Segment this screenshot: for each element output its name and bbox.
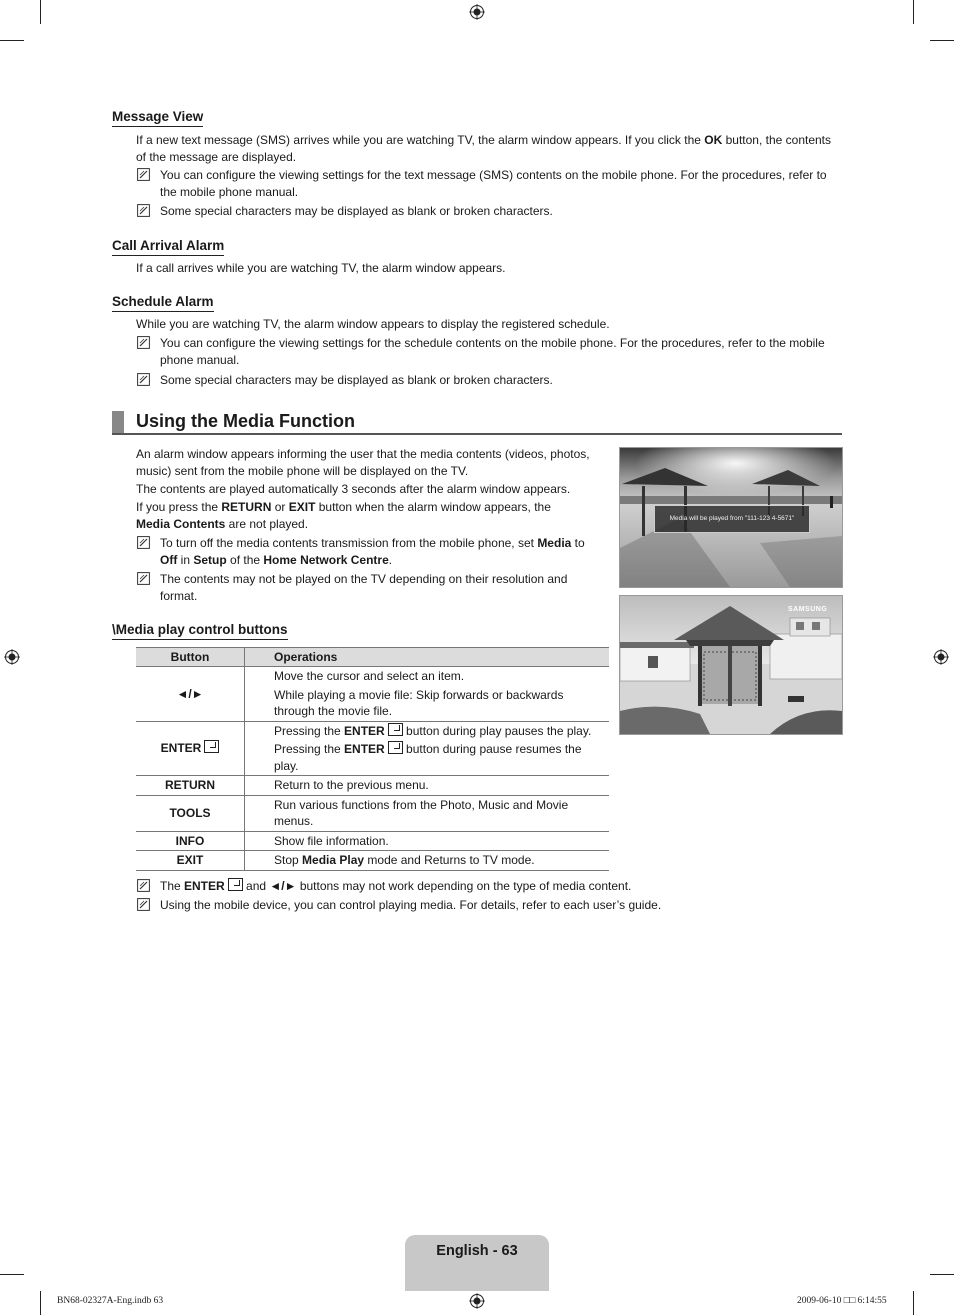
enter-icon [228, 878, 243, 891]
enter-icon [388, 741, 403, 754]
operation-text: Move the cursor and select an item. [274, 669, 465, 683]
enter-icon [204, 740, 219, 753]
operation-cell: Show file information. [245, 831, 610, 851]
crop-mark [913, 0, 914, 24]
crop-mark [40, 0, 41, 24]
button-cell: ENTER [136, 721, 245, 776]
gazebo-photo-image [620, 596, 842, 734]
operation-cell: Stop Media Play mode and Returns to TV mode. [245, 851, 610, 871]
button-cell: ◄/► [136, 667, 245, 722]
page-number: English - 63 [436, 1243, 518, 1259]
message-view-body: If a new text message (SMS) arrives while you are watching TV, the alarm window appears. If you click the OK button, the contents of the message are displayed. [136, 133, 832, 164]
column-header-operations: Operations [245, 648, 610, 667]
schedule-alarm-heading: Schedule Alarm [112, 294, 214, 312]
schedule-alarm-body: While you are watching TV, the alarm window appears to display the registered schedule. [136, 317, 610, 331]
print-slug-file: BN68-02327A-Eng.indb 63 [57, 1296, 164, 1306]
note-icon [137, 898, 150, 911]
table-row [136, 776, 609, 796]
media-function-p2: The contents are played automatically 3 seconds after the alarm window appears. [136, 482, 571, 496]
enter-icon [388, 723, 403, 736]
note-icon [137, 879, 150, 892]
registration-mark-icon [933, 649, 949, 665]
operation-text: While playing a movie file: Skip forwards or backwards through the movie file. [274, 687, 564, 718]
controls-heading: \Media play control buttons [112, 622, 288, 640]
note-text: Some special characters may be displayed as blank or broken characters. [160, 204, 553, 218]
table-row [136, 721, 609, 776]
note-icon [137, 204, 150, 217]
note-text: Some special characters may be displayed as blank or broken characters. [160, 373, 553, 387]
crop-mark [0, 1274, 24, 1275]
operation-cell [245, 667, 610, 722]
note-icon [137, 373, 150, 386]
operation-text: Pressing the ENTER button during pause resumes the play. [274, 742, 582, 773]
column-header-button: Button [136, 648, 245, 667]
call-arrival-heading: Call Arrival Alarm [112, 238, 224, 256]
beach-photo-with-alarm [619, 447, 843, 588]
button-cell: TOOLS [136, 795, 245, 831]
note-text: You can configure the viewing settings for the schedule contents on the mobile phone. For the procedures, refer to the mobile phone manual. [160, 336, 825, 367]
crop-mark [930, 1274, 954, 1275]
registration-mark-icon [469, 1293, 485, 1309]
section-marker [112, 411, 124, 433]
samsung-logo: SAMSUNG [788, 606, 828, 613]
crop-mark [0, 40, 24, 41]
note-icon [137, 572, 150, 585]
alarm-window-text: Media will be played from "111-123 4-5671" [669, 515, 795, 522]
table-row [136, 667, 609, 722]
crop-mark [930, 40, 954, 41]
table-header-row [136, 648, 609, 667]
media-function-p3: If you press the RETURN or EXIT button when the alarm window appears, the Media Contents are not played. [136, 500, 551, 531]
operation-cell: Return to the previous menu. [245, 776, 610, 796]
operation-text: Run various functions from the Photo, Music and Movie menus. [274, 797, 569, 828]
operation-text: Pressing the ENTER button during play pauses the play. [274, 723, 592, 738]
note-icon [137, 336, 150, 349]
crop-mark [913, 1291, 914, 1315]
button-cell: EXIT [136, 851, 245, 871]
note-text: Using the mobile device, you can control playing media. For details, refer to each user’s guide. [160, 898, 662, 912]
button-cell: RETURN [136, 776, 245, 796]
table-row [136, 795, 609, 831]
media-function-p1: An alarm window appears informing the user that the media contents (videos, photos, music) sent from the mobile phone will be displayed on the TV. [136, 447, 590, 478]
print-slug-date: 2009-06-10 □□ 6:14:55 [797, 1296, 887, 1306]
media-function-heading: Using the Media Function [136, 411, 355, 431]
crop-mark [40, 1291, 41, 1315]
note-text: The contents may not be played on the TV depending on their resolution and format. [160, 572, 568, 603]
operation-cell [245, 795, 610, 831]
section-rule [112, 433, 842, 435]
note-icon [137, 536, 150, 549]
button-cell: INFO [136, 831, 245, 851]
operation-cell [245, 721, 610, 776]
table-row [136, 831, 609, 851]
registration-mark-icon [4, 649, 20, 665]
call-arrival-body: If a call arrives while you are watching TV, the alarm window appears. [136, 261, 506, 275]
note-text: To turn off the media contents transmission from the mobile phone, set Media to Off in Setup of the Home Network Centre. [160, 536, 585, 567]
gazebo-photo [619, 595, 843, 735]
note-icon [137, 168, 150, 181]
registration-mark-icon [469, 4, 485, 20]
controls-table [136, 647, 609, 871]
table-row [136, 851, 609, 871]
note-text: The ENTER and ◄/► buttons may not work depending on the type of media content. [160, 879, 632, 893]
message-view-heading: Message View [112, 109, 203, 127]
note-text: You can configure the viewing settings for the text message (SMS) contents on the mobile phone. For the procedures, refer to the mobile phone manual. [160, 168, 827, 199]
alarm-window [654, 505, 810, 533]
